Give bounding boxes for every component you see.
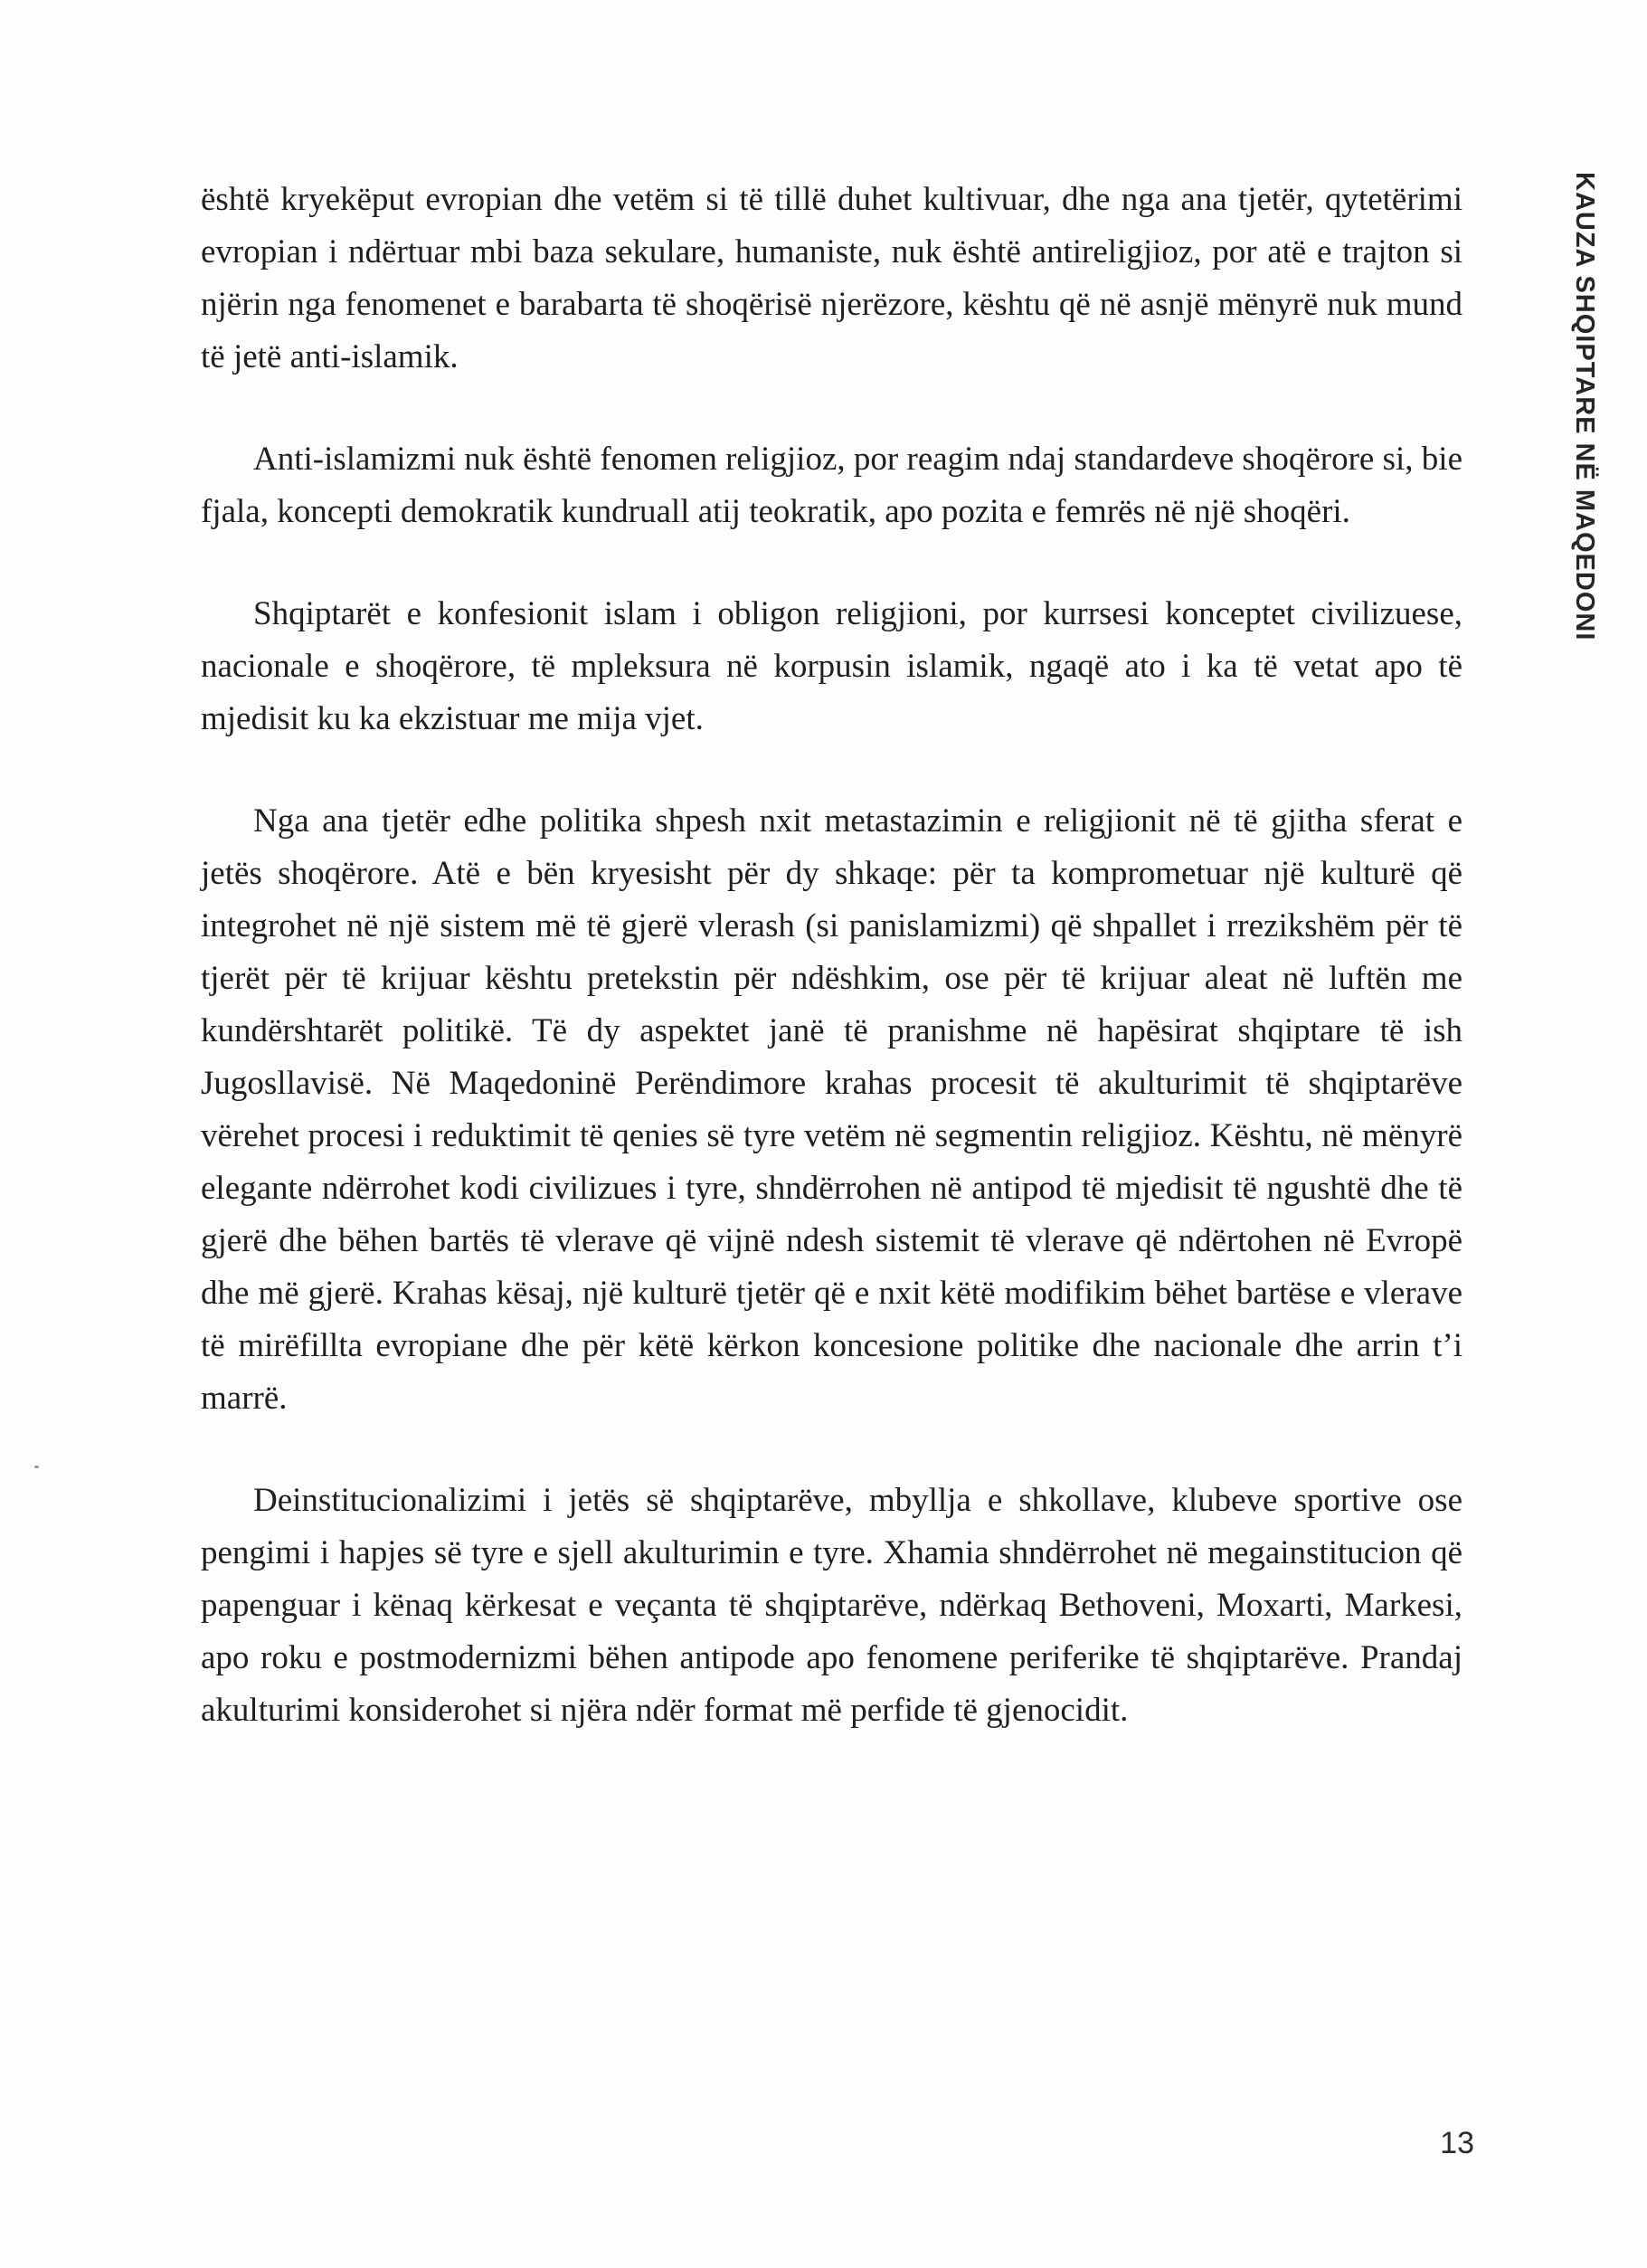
body-text bbox=[201, 174, 1462, 1787]
paragraph-3: Shqiptarët e konfesionit islam i obligon religjioni, por kurrsesi konceptet civilizuese, nacionale e shoqërore, të mpleksura në korpusin islamik, ngaqë ato i ka të vetat apo të mjedisit ku ka ekzistuar me mija vjet. bbox=[201, 595, 1462, 737]
scan-speck bbox=[34, 1466, 39, 1468]
running-head: KAUZA SHQIPTARE NË MAQEDONI bbox=[1570, 172, 1599, 641]
paragraph-2: Anti-islamizmi nuk është fenomen religjioz, por reagim ndaj standardeve shoqërore si, bie fjala, koncepti demokratik kundruall atij teokratik, apo pozita e femrës në një shoqëri. bbox=[201, 441, 1462, 530]
page-number: 13 bbox=[1440, 2126, 1474, 2160]
paragraph-1: është kryekëput evropian dhe vetëm si të tillë duhet kultivuar, dhe nga ana tjetër, qytetërimi evropian i ndërtuar mbi baza sekulare, humaniste, nuk është antireligjioz, por atë e trajton si njërin nga fenomenet e barabarta të shoqërisë njerëzore, kështu që në asnjë mënyrë nuk mund të jetë anti-islamik. bbox=[201, 181, 1462, 375]
paragraph-5: Deinstitucionalizimi i jetës së shqiptarëve, mbyllja e shkollave, klubeve sportive ose pengimi i hapjes së tyre e sjell akulturimin e tyre. Xhamia shndërrohet në megainstitucion që papenguar i kënaq kërkesat e veçanta të shqiptarëve, ndërkaq Bethoveni, Moxarti, Markesi, apo roku e postmodernizmi bëhen antipode apo fenomene periferike të shqiptarëve. Prandaj akulturimi konsiderohet si njëra ndër format më perfide të gjenocidit. bbox=[201, 1482, 1462, 1729]
paragraph-4: Nga ana tjetër edhe politika shpesh nxit metastazimin e religjionit në të gjitha sferat e jetës shoqërore. Atë e bën kryesisht për dy shkaqe: për ta komprometuar një kulturë që integrohet në një sistem më të gjerë vlerash (si panislamizmi) që shpallet i rrezikshëm për të tjerët për të krijuar kështu pretekstin për ndëshkim, ose për të krijuar aleat në luftën me kundërshtarët politikë. Të dy aspektet janë të pranishme në hapësirat shqiptare të ish Jugosllavisë. Në Maqedoninë Perëndimore krahas procesit të akulturimit të shqiptarëve vërehet procesi i reduktimit të qenies së tyre vetëm në segmentin religjioz. Kështu, në mënyrë elegante ndërrohet kodi civilizues i tyre, shndërrohen në antipod të mjedisit të ngushtë dhe të gjerë dhe bëhen bartës të vlerave që vijnë ndesh sistemit të vlerave që ndërtohen në Evropë dhe më gjerë. Krahas kësaj, një kulturë tjetër që e nxit këtë modifikim bëhet bartëse e vlerave të mirëfillta evropiane dhe për këtë kërkon koncesione politike dhe nacionale dhe arrin t’i marrë. bbox=[201, 802, 1462, 1417]
